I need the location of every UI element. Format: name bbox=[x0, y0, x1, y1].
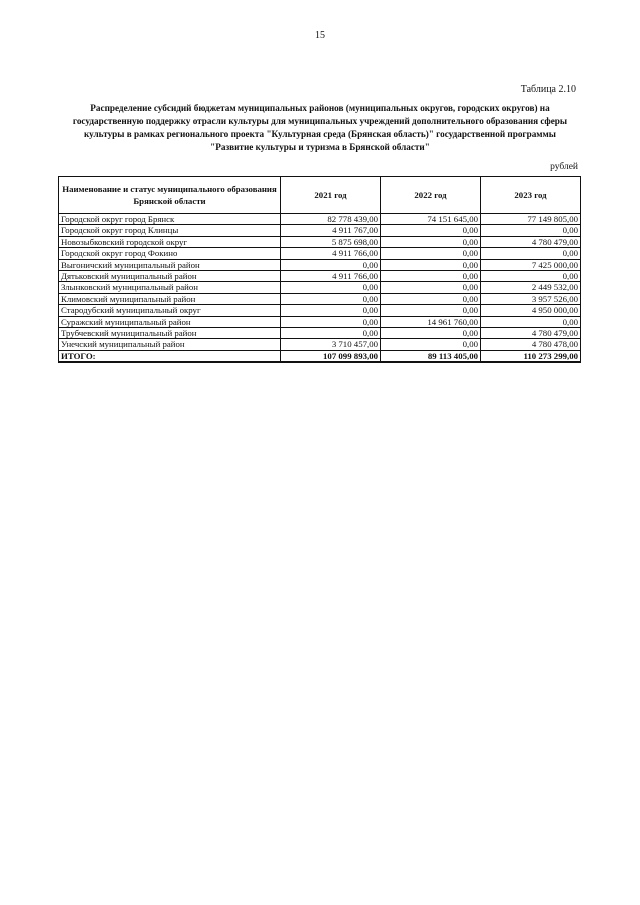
cell-2021: 4 911 766,00 bbox=[281, 271, 381, 282]
table-row bbox=[59, 339, 581, 350]
cell-municipality: Городской округ город Фокино bbox=[59, 248, 281, 259]
cell-2022: 0,00 bbox=[381, 282, 481, 293]
units-label: рублей bbox=[550, 162, 578, 172]
cell-2022: 0,00 bbox=[381, 328, 481, 339]
table-row bbox=[59, 282, 581, 293]
total-row bbox=[59, 350, 581, 362]
header-2022: 2022 год bbox=[381, 177, 481, 214]
total-2021: 107 099 893,00 bbox=[281, 350, 381, 362]
table-row bbox=[59, 305, 581, 316]
cell-2022: 0,00 bbox=[381, 339, 481, 350]
cell-2021: 0,00 bbox=[281, 305, 381, 316]
table-body bbox=[59, 214, 581, 351]
cell-2022: 0,00 bbox=[381, 293, 481, 304]
cell-municipality: Суражский муниципальный район bbox=[59, 316, 281, 327]
table-row bbox=[59, 328, 581, 339]
cell-2023: 0,00 bbox=[481, 271, 581, 282]
cell-2022: 0,00 bbox=[381, 248, 481, 259]
cell-2023: 4 780 479,00 bbox=[481, 236, 581, 247]
total-label: ИТОГО: bbox=[59, 350, 281, 362]
cell-2022: 0,00 bbox=[381, 259, 481, 270]
cell-municipality: Выгоничский муниципальный район bbox=[59, 259, 281, 270]
cell-2023: 7 425 000,00 bbox=[481, 259, 581, 270]
cell-2021: 0,00 bbox=[281, 293, 381, 304]
cell-municipality: Унечский муниципальный район bbox=[59, 339, 281, 350]
table-row bbox=[59, 248, 581, 259]
cell-municipality: Новозыбковский городской округ bbox=[59, 236, 281, 247]
cell-2023: 77 149 805,00 bbox=[481, 214, 581, 225]
table-row bbox=[59, 225, 581, 236]
table-row bbox=[59, 259, 581, 270]
cell-2023: 0,00 bbox=[481, 316, 581, 327]
cell-2023: 4 780 479,00 bbox=[481, 328, 581, 339]
table-header-row bbox=[59, 177, 581, 214]
table-row bbox=[59, 271, 581, 282]
cell-municipality: Трубчевский муниципальный район bbox=[59, 328, 281, 339]
cell-municipality: Климовский муниципальный район bbox=[59, 293, 281, 304]
subsidies-table bbox=[58, 176, 581, 363]
document-title: Распределение субсидий бюджетам муниципальных районов (муниципальных округов, городских округов) на государственную поддержку отрасли культуры для муниципальных учреждений дополнительного образования сферы культуры в рамках регионального проекта "Культурная среда (Брянская область)" государственной программы "Развитие культуры и туризма в Брянской области" bbox=[72, 103, 568, 152]
cell-2021: 0,00 bbox=[281, 282, 381, 293]
cell-municipality: Стародубский муниципальный округ bbox=[59, 305, 281, 316]
cell-municipality: Злынковский муниципальный район bbox=[59, 282, 281, 293]
cell-municipality: Городской округ город Клинцы bbox=[59, 225, 281, 236]
cell-municipality: Дятьковский муниципальный район bbox=[59, 271, 281, 282]
cell-2023: 4 780 478,00 bbox=[481, 339, 581, 350]
table-label: Таблица 2.10 bbox=[520, 84, 576, 95]
cell-2022: 74 151 645,00 bbox=[381, 214, 481, 225]
header-municipality: Наименование и статус муниципального образования Брянской области bbox=[59, 177, 281, 214]
cell-2021: 0,00 bbox=[281, 259, 381, 270]
cell-2021: 82 778 439,00 bbox=[281, 214, 381, 225]
table-row bbox=[59, 293, 581, 304]
cell-2021: 0,00 bbox=[281, 316, 381, 327]
cell-2023: 0,00 bbox=[481, 225, 581, 236]
table-row bbox=[59, 214, 581, 225]
total-2023: 110 273 299,00 bbox=[481, 350, 581, 362]
cell-2023: 2 449 532,00 bbox=[481, 282, 581, 293]
cell-2021: 3 710 457,00 bbox=[281, 339, 381, 350]
cell-2022: 0,00 bbox=[381, 236, 481, 247]
cell-2021: 4 911 767,00 bbox=[281, 225, 381, 236]
cell-2021: 0,00 bbox=[281, 328, 381, 339]
cell-2021: 5 875 698,00 bbox=[281, 236, 381, 247]
cell-2021: 4 911 766,00 bbox=[281, 248, 381, 259]
cell-2022: 0,00 bbox=[381, 225, 481, 236]
table-row bbox=[59, 236, 581, 247]
header-2021: 2021 год bbox=[281, 177, 381, 214]
total-2022: 89 113 405,00 bbox=[381, 350, 481, 362]
cell-2022: 0,00 bbox=[381, 271, 481, 282]
cell-2023: 0,00 bbox=[481, 248, 581, 259]
header-2023: 2023 год bbox=[481, 177, 581, 214]
cell-2022: 0,00 bbox=[381, 305, 481, 316]
table-row bbox=[59, 316, 581, 327]
page-number: 15 bbox=[315, 30, 325, 41]
cell-2022: 14 961 760,00 bbox=[381, 316, 481, 327]
cell-2023: 4 950 000,00 bbox=[481, 305, 581, 316]
cell-municipality: Городской округ город Брянск bbox=[59, 214, 281, 225]
cell-2023: 3 957 526,00 bbox=[481, 293, 581, 304]
